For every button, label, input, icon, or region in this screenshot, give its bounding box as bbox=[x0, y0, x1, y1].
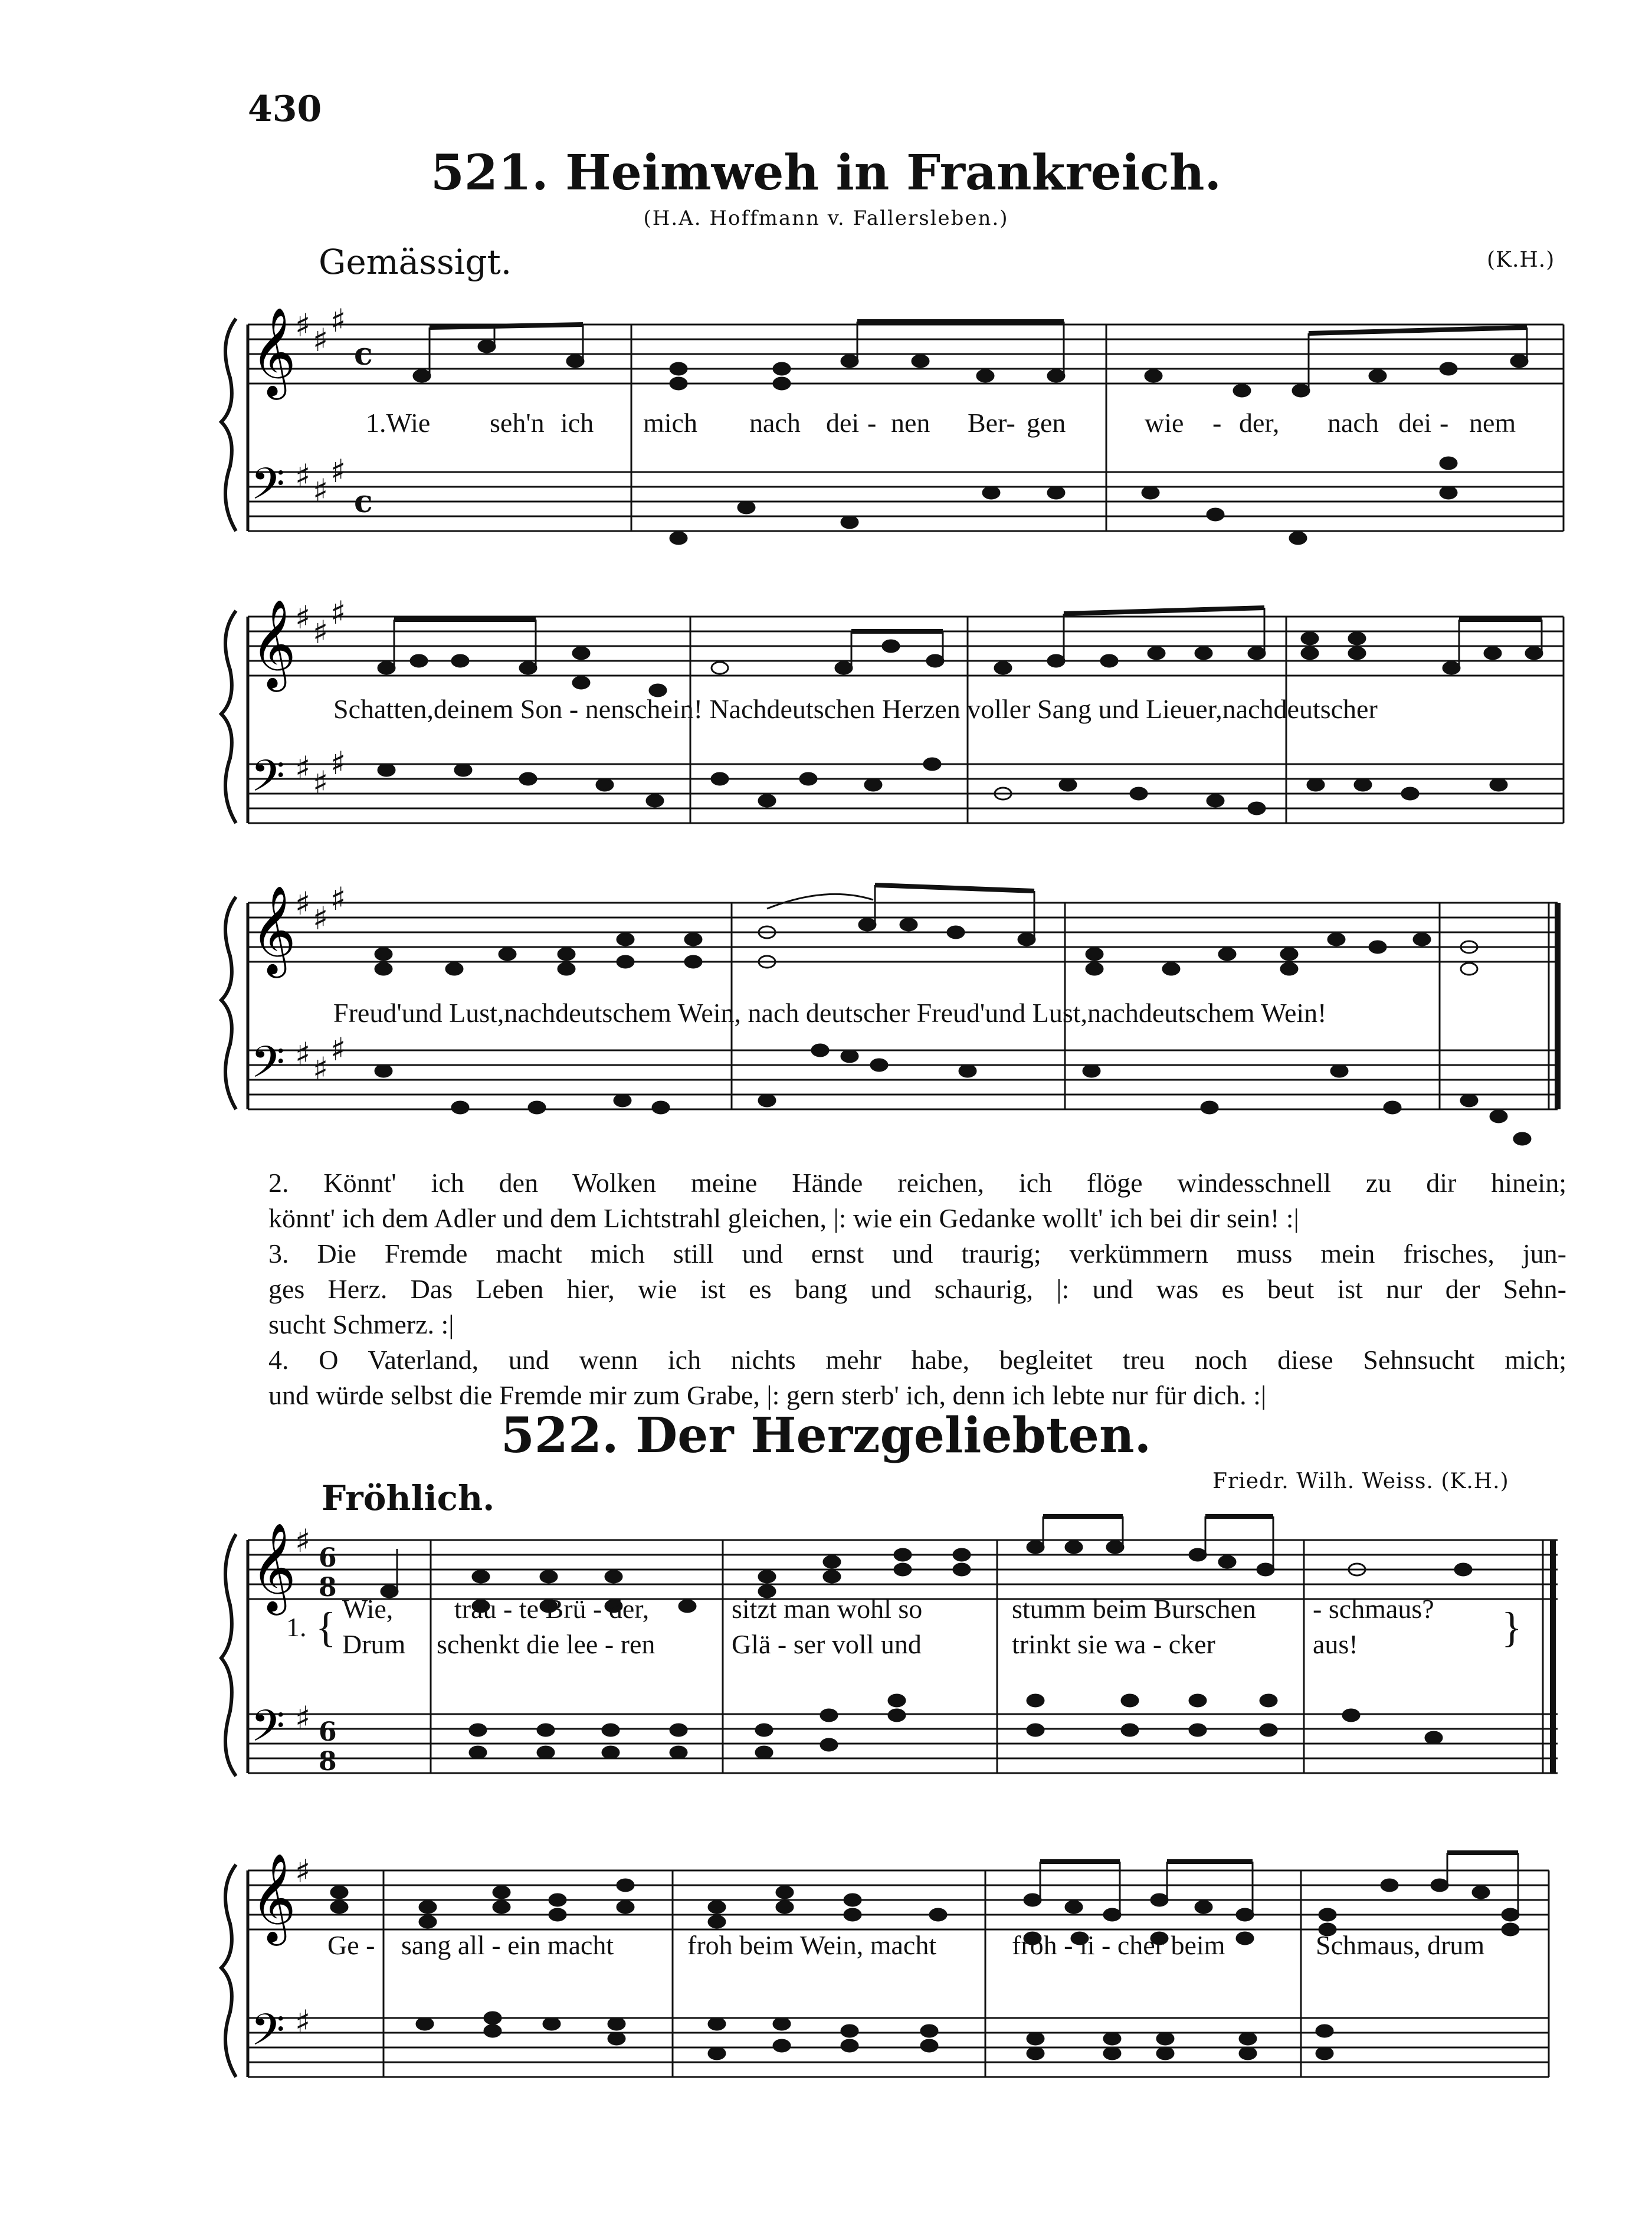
lyric-syllable: nach bbox=[1328, 408, 1379, 438]
bass-clef-icon: 𝄢 bbox=[251, 458, 285, 520]
stanza-number-522: 1. bbox=[286, 1612, 307, 1642]
bass-clef-icon: 𝄢 bbox=[251, 2004, 285, 2066]
lyrics-line-4-top bbox=[0, 1593, 1652, 1629]
lyrics-line-3: Freud'und Lust,nachdeutschem Wein, nach deutscher Freud'und Lust,nachdeutschem Wein! bbox=[333, 998, 1327, 1028]
lyrics-line-1 bbox=[0, 407, 1652, 443]
treble-clef-icon: 𝄞 bbox=[251, 1852, 296, 1942]
svg-text:8: 8 bbox=[319, 1572, 337, 1603]
music-system-5 bbox=[0, 1841, 1652, 2101]
svg-text:♯: ♯ bbox=[313, 472, 329, 509]
bass-staff bbox=[248, 472, 1564, 531]
svg-text:♯: ♯ bbox=[313, 1050, 329, 1087]
lyrics-line-4-bottom bbox=[0, 1629, 1652, 1664]
lyric-syllable: nem bbox=[1469, 408, 1516, 438]
lyric-syllable: - bbox=[1212, 408, 1222, 438]
lyric-fragment: sitzt man wohl so bbox=[732, 1594, 923, 1624]
lyric-syllable: 1.Wie bbox=[366, 408, 431, 438]
lyric-syllable: nach bbox=[749, 408, 801, 438]
lyric-syllable: der, bbox=[1239, 408, 1280, 438]
song-author-521: (H.A. Hoffmann v. Fallersleben.) bbox=[643, 207, 1009, 230]
svg-text:♯: ♯ bbox=[330, 1031, 346, 1068]
tempo-marking-522: Fröhlich. bbox=[322, 1478, 495, 1518]
verse-line: 2. Könnt' ich den Wolken meine Hände reichen, ich flöge windesschnell zu dir hinein; bbox=[268, 1168, 1566, 1198]
svg-text:♯: ♯ bbox=[313, 900, 329, 937]
treble-clef-icon: 𝄞 bbox=[251, 598, 296, 688]
svg-text:♯: ♯ bbox=[313, 764, 329, 801]
verse-line: sucht Schmerz. :| bbox=[268, 1309, 454, 1339]
svg-text:♯: ♯ bbox=[295, 307, 311, 344]
lyric-syllable: mich bbox=[643, 408, 697, 438]
verse-line: 3. Die Fremde macht mich still und ernst und traurig; verkümmern muss mein frisches, jun- bbox=[268, 1239, 1566, 1269]
lyric-fragment: Schmaus, drum bbox=[1316, 1930, 1485, 1960]
brace-icon: { bbox=[316, 1604, 336, 1651]
verse-text-block bbox=[268, 1165, 1566, 1413]
bass-clef-icon: 𝄢 bbox=[251, 1701, 285, 1762]
svg-text:♯: ♯ bbox=[330, 745, 346, 782]
svg-text:♯: ♯ bbox=[295, 457, 311, 494]
treble-clef-icon: 𝄞 bbox=[251, 884, 296, 974]
bass-clef-icon: 𝄢 bbox=[251, 1037, 285, 1099]
svg-text:♯: ♯ bbox=[313, 614, 329, 651]
lyric-syllable: dei bbox=[1398, 408, 1432, 438]
lyric-fragment: Glä - ser voll und bbox=[732, 1629, 922, 1659]
lyric-syllable: Ber- bbox=[968, 408, 1015, 438]
lyrics-line-5 bbox=[0, 1929, 1652, 1965]
verse-line: könnt' ich dem Adler und dem Lichtstrahl gleichen, |: wie ein Gedanke wollt' ich bei dir sein! :| bbox=[268, 1203, 1299, 1233]
lyric-fragment: trinkt sie wa - cker bbox=[1012, 1629, 1215, 1659]
svg-text:c: c bbox=[354, 484, 373, 520]
lyric-syllable: gen bbox=[1027, 408, 1066, 438]
song-title-521: 521. Heimweh in Frankreich. bbox=[430, 145, 1222, 201]
svg-text:♯: ♯ bbox=[295, 1522, 311, 1560]
svg-text:♯: ♯ bbox=[330, 880, 346, 918]
svg-text:♯: ♯ bbox=[330, 453, 346, 490]
svg-text:♯: ♯ bbox=[295, 1036, 311, 1073]
lyric-fragment: schenkt die lee - ren bbox=[437, 1629, 655, 1659]
lyric-fragment: - schmaus? bbox=[1313, 1594, 1434, 1624]
lyric-fragment: aus! bbox=[1313, 1629, 1358, 1659]
lyric-fragment: Drum bbox=[342, 1629, 406, 1659]
svg-text:♯: ♯ bbox=[295, 885, 311, 922]
lyric-syllable: seh'n bbox=[490, 408, 545, 438]
tempo-marking-521: Gemässigt. bbox=[319, 242, 512, 282]
verse-line: 4. O Vaterland, und wenn ich nichts mehr habe, begleitet treu noch diese Sehnsucht mich; bbox=[268, 1345, 1566, 1375]
lyrics-line-2: Schatten,deinem Son - nenschein! Nachdeutschen Herzen voller Sang und Lieuer,nachdeutscher bbox=[333, 694, 1378, 724]
svg-text:♯: ♯ bbox=[313, 322, 329, 359]
svg-text:♯: ♯ bbox=[295, 599, 311, 636]
credit-522: Friedr. Wilh. Weiss. (K.H.) bbox=[1212, 1469, 1509, 1493]
verse-line: ges Herz. Das Leben hier, wie ist es bang und schaurig, |: und was es beut ist nur der Sehn- bbox=[268, 1274, 1566, 1304]
source-mark-521: (K.H.) bbox=[1487, 248, 1555, 272]
lyric-fragment: Wie, bbox=[342, 1594, 394, 1624]
lyric-fragment: stumm beim Burschen bbox=[1012, 1594, 1256, 1624]
lyric-syllable: wie bbox=[1145, 408, 1184, 438]
svg-text:6: 6 bbox=[319, 1717, 337, 1747]
lyric-fragment: Ge - bbox=[327, 1930, 375, 1960]
svg-text:8: 8 bbox=[319, 1747, 337, 1777]
treble-clef-icon: 𝄞 bbox=[251, 1522, 296, 1611]
page-number: 430 bbox=[248, 89, 322, 130]
lyric-fragment: trau - te Brü - der, bbox=[454, 1594, 650, 1624]
svg-text:♯: ♯ bbox=[295, 1699, 311, 1737]
lyric-syllable: dei bbox=[826, 408, 860, 438]
svg-text:♯: ♯ bbox=[330, 302, 346, 339]
lyric-fragment: sang all - ein macht bbox=[401, 1930, 614, 1960]
lyric-syllable: - bbox=[1440, 408, 1449, 438]
svg-text:♯: ♯ bbox=[330, 594, 346, 631]
lyric-fragment: froh beim Wein, macht bbox=[687, 1930, 937, 1960]
svg-text:♯: ♯ bbox=[295, 1853, 311, 1890]
brace-icon: } bbox=[1502, 1604, 1522, 1651]
lyric-syllable: ich bbox=[560, 408, 594, 438]
bass-clef-icon: 𝄢 bbox=[251, 751, 285, 812]
song-title-522: 522. Der Herzgeliebten. bbox=[500, 1407, 1152, 1464]
svg-text:♯: ♯ bbox=[295, 749, 311, 787]
treble-clef-icon: 𝄞 bbox=[251, 306, 296, 396]
lyric-syllable: nen bbox=[891, 408, 930, 438]
lyric-fragment: fröh - li - cher beim bbox=[1012, 1930, 1225, 1960]
svg-text:6: 6 bbox=[319, 1543, 337, 1573]
svg-text:c: c bbox=[354, 336, 373, 372]
verse-line: und würde selbst die Fremde mir zum Grabe, |: gern sterb' ich, denn ich lebte nur für dich. :| bbox=[268, 1380, 1267, 1410]
lyric-syllable: - bbox=[867, 408, 877, 438]
svg-text:♯: ♯ bbox=[295, 2003, 311, 2040]
